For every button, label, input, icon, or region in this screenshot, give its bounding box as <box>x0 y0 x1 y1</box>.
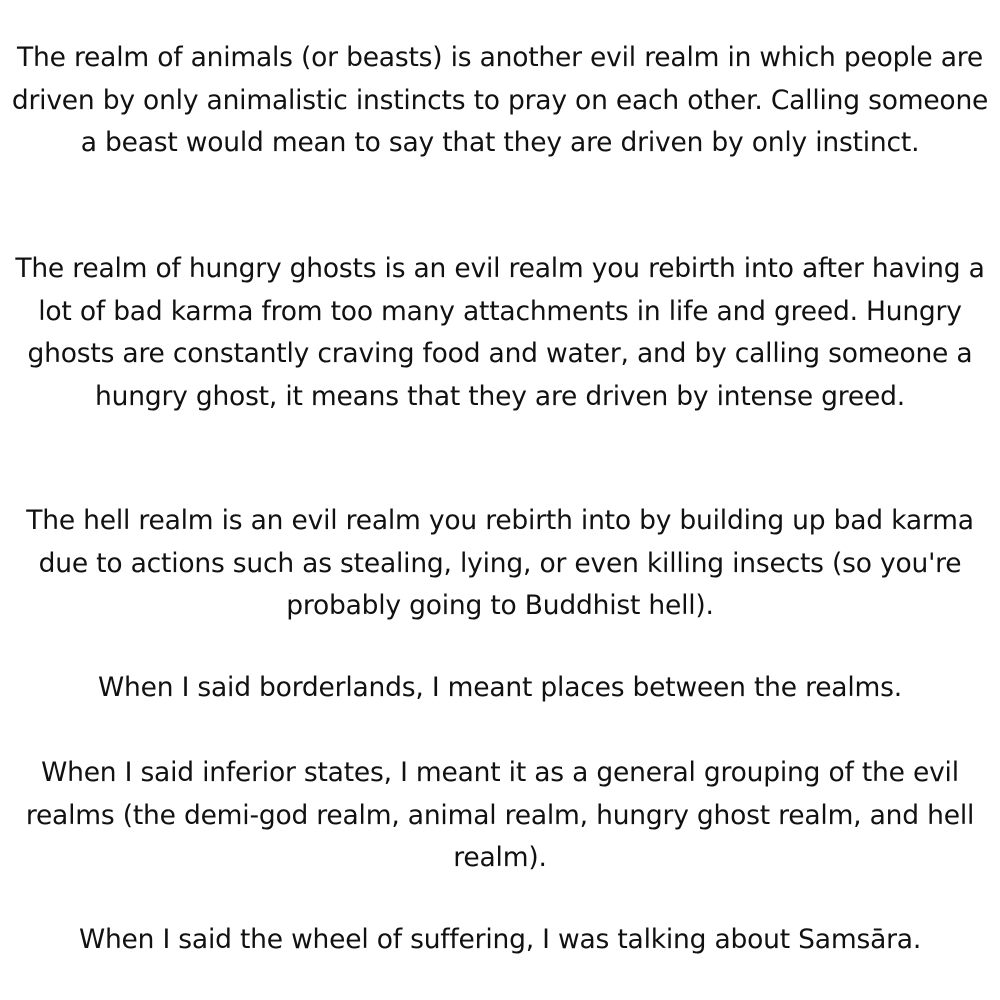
paragraph-inferior-states: When I said inferior states, I meant it as a general grouping of the evil realms (the demi-god realm, animal realm, hungry ghost realm, and hell realm). <box>25 757 975 873</box>
paragraph-hungry-ghost-realm: The realm of hungry ghosts is an evil realm you rebirth into after having a lot of bad karma from too many attachments in life and greed. Hungry ghosts are constantly craving food and water, and by calling someone a hungry ghost, it means that they are driven by intense greed. <box>15 253 985 412</box>
paragraph-animal-realm: The realm of animals (or beasts) is another evil realm in which people are driven by only animalistic instincts to pray on each other. Calling someone a beast would mean to say that they are driven by only instinct. <box>11 42 989 158</box>
paragraph-borderlands: When I said borderlands, I meant places between the realms. <box>98 672 902 703</box>
paragraph-wheel-of-suffering: When I said the wheel of suffering, I was talking about Samsāra. <box>78 924 922 955</box>
paragraph-hell-realm: The hell realm is an evil realm you rebirth into by building up bad karma due to actions such as stealing, lying, or even killing insects (so you're probably going to Buddhist hell). <box>26 505 974 621</box>
